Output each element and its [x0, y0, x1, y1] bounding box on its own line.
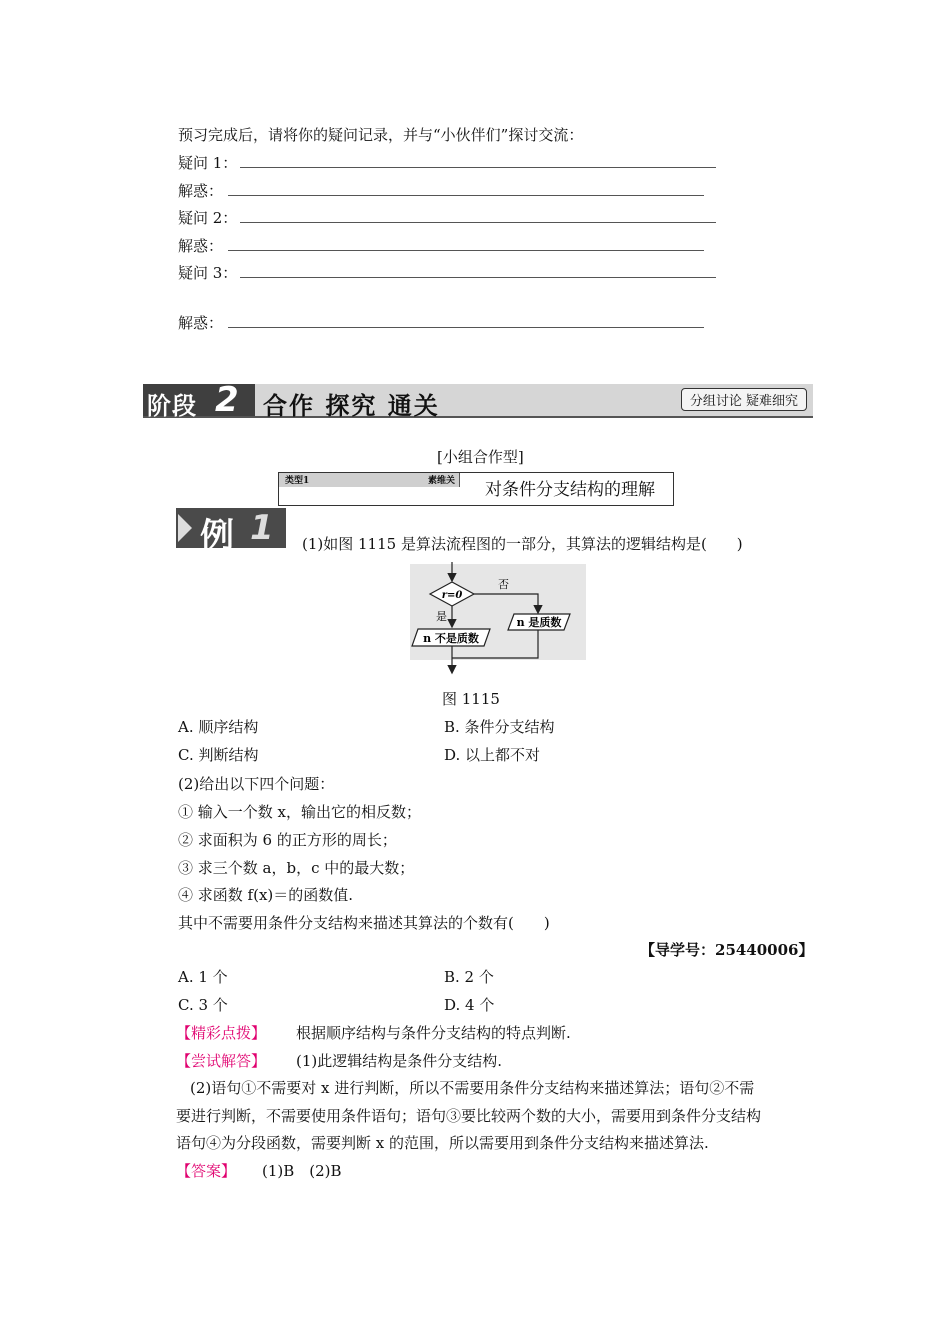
decision-text: r=0	[441, 590, 463, 601]
question-2-item-1: ① 输入一个数 x，输出它的相反数；	[178, 803, 421, 821]
left-box-text: n 不是质数	[423, 632, 479, 645]
triangle-icon	[178, 514, 192, 542]
answer-text: (1)B (2)B	[262, 1162, 342, 1180]
type-title: 对条件分支结构的理解	[485, 480, 655, 500]
type-strip-left: 类型1	[285, 476, 310, 486]
question-1-label: 疑问 1：	[178, 154, 238, 172]
question-2-label: 疑问 2：	[178, 209, 238, 227]
option-1-d: D. 以上都不对	[444, 746, 541, 764]
question-2-item-3: ③ 求三个数 a，b，c 中的最大数；	[178, 859, 415, 877]
option-2-d: D. 4 个	[444, 996, 495, 1014]
right-box-text: n 是质数	[516, 616, 562, 629]
question-3-line[interactable]	[240, 277, 716, 278]
type-strip-right: 素维关	[427, 476, 455, 486]
answer-label: 【答案】	[176, 1162, 237, 1180]
type-box	[278, 472, 674, 506]
question-2-item-4: ④ 求函数 f(x)＝的函数值.	[178, 886, 354, 904]
yes-label: 是	[436, 610, 447, 623]
flowchart	[400, 560, 600, 680]
example-question-1: (1)如图 1115 是算法流程图的一部分，其算法的逻辑结构是( )	[302, 535, 743, 553]
hint-label: 【精彩点拨】	[176, 1024, 267, 1042]
example-number: 1	[250, 508, 274, 548]
stage-title: 合作 探究 通关	[263, 392, 440, 420]
question-2-ask: 其中不需要用条件分支结构来描述其算法的个数有( )	[178, 914, 550, 932]
option-2-a: A. 1 个	[178, 968, 228, 986]
example-badge	[176, 508, 286, 556]
guide-number: 【导学号：25440006】	[640, 941, 814, 959]
question-1-line[interactable]	[240, 167, 716, 168]
stage-number: 2	[215, 380, 239, 420]
try-label: 【尝试解答】	[176, 1052, 267, 1070]
stage-label: 阶段	[147, 392, 197, 420]
solution-paragraph-2: 要进行判断，不需要使用条件语句；语句③要比较两个数的大小，需要用到条件分支结构	[176, 1107, 762, 1125]
preview-intro: 预习完成后，请将你的疑问记录，并与“小伙伴们”探讨交流：	[178, 126, 584, 144]
question-2-intro: (2)给出以下四个问题：	[178, 775, 335, 793]
option-1-a: A. 顺序结构	[178, 718, 259, 736]
hint-text: 根据顺序结构与条件分支结构的特点判断.	[296, 1024, 571, 1042]
question-2-line[interactable]	[240, 222, 716, 223]
question-3-label: 疑问 3：	[178, 264, 238, 282]
answer-1-line[interactable]	[228, 195, 704, 196]
option-1-b: B. 条件分支结构	[444, 718, 555, 736]
question-2-item-2: ② 求面积为 6 的正方形的周长；	[178, 831, 397, 849]
answer-2-line[interactable]	[228, 250, 704, 251]
figure-caption: 图 1115	[442, 690, 500, 708]
stage-tag: 分组讨论 疑难细究	[681, 388, 807, 411]
answer-3-line[interactable]	[228, 327, 704, 328]
try-text: (1)此逻辑结构是条件分支结构.	[296, 1052, 503, 1070]
option-1-c: C. 判断结构	[178, 746, 259, 764]
solution-paragraph-3: 语句④为分段函数，需要判断 x 的范围，所以需要用到条件分支结构来描述算法.	[176, 1134, 709, 1152]
answer-2-label: 解惑：	[178, 237, 224, 255]
answer-1-label: 解惑：	[178, 182, 224, 200]
group-type-label: [小组合作型]	[437, 448, 524, 466]
answer-3-label: 解惑：	[178, 314, 224, 332]
option-2-c: C. 3 个	[178, 996, 228, 1014]
solution-paragraph-1: (2)语句①不需要对 x 进行判断，所以不需要用条件分支结构来描述算法；语句②不需	[190, 1079, 755, 1097]
stage-header	[143, 380, 813, 420]
option-2-b: B. 2 个	[444, 968, 494, 986]
type-strip	[279, 473, 460, 487]
stage-badge	[143, 380, 255, 420]
example-word: 例	[200, 516, 234, 556]
no-label: 否	[498, 578, 509, 591]
